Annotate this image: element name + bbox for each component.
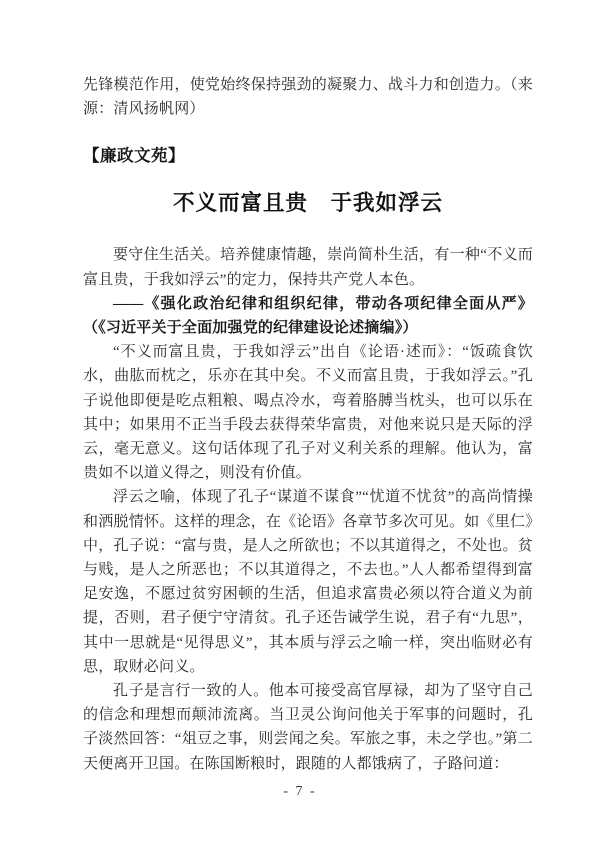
article-paragraph-4: 浮云之喻，体现了孔子“谋道不谋食”“忧道不忧贫”的高尚情操和洒脱情怀。这样的理念，在《论语》各章节多次可见。如《里仁》中，孔子说：“富与贵，是人之所欲也；不以其道得之，不处也。贫与贱，是人之所恶也；不以其道得之，不去也。”人人都希望得到富足安逸，不愿过贫穷困顿的生活，但追求富贵必须以符合道义为前提，否则，君子便宁守清贫。孔子还告诫学生说，君子有“九思”，其中一思就是“见得思义”，其本质与浮云之喻一样，突出临财必有思，取财必问义。 [83,489,533,675]
article-paragraph-5: 孔子是言行一致的人。他本可接受高官厚禄，却为了坚守自己的信念和理想而颠沛流离。当卫灵公询问他关于军事的问题时，孔子淡然回答：“俎豆之事，则尝闻之矣。军旅之事，未之学也。”第二天便离开卫国。在陈国断粮时，跟随的人都饿病了，子路问道： [83,683,533,772]
article-paragraph-3: “不义而富且贵，于我如浮云”出自《论语·述而》：“饭疏食饮水，曲肱而枕之，乐亦在其中矣。不义而富且贵，于我如浮云。”孔子说他即便是吃点粗粮、喝点冷水，弯着胳膊当枕头，也可以乐在其中；如果用不正当手段去获得荣华富贵，对他来说只是天际的浮云，毫无意义。这句话体现了孔子对义利关系的理解。他认为，富贵如不以道义得之，则没有价值。 [83,344,533,482]
article-paragraph-2-citation: ——《强化政治纪律和组织纪律，带动各项纪律全面从严》（《习近平关于全面加强党的纪律建设论述摘编》） [83,295,533,337]
article-paragraph-1: 要守住生活关。培养健康情趣，崇尚简朴生活，有一种“不义而富且贵，于我如浮云”的定力，保持共产党人本色。 [83,247,533,288]
page-number: - 7 - [283,784,317,799]
section-header: 【廉政文苑】 [83,146,185,166]
article-title: 不义而富且贵 于我如浮云 [172,191,443,216]
page-content [83,73,533,776]
continued-paragraph: 先锋模范作用，使党始终保持强劲的凝聚力、战斗力和创造力。（来源：清风扬帆网） [83,77,533,118]
